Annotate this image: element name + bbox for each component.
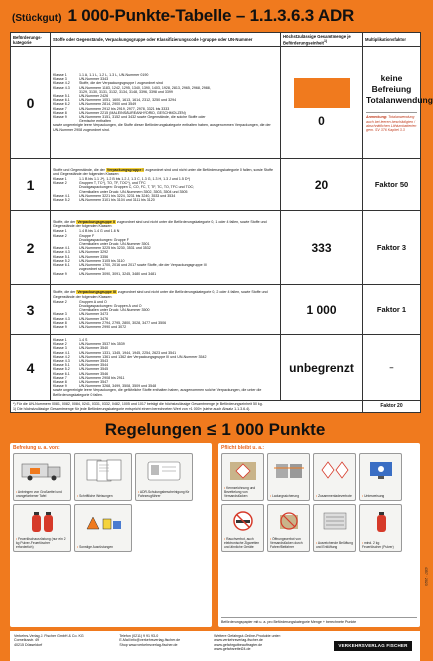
table-row <box>11 285 421 335</box>
training-icon <box>364 458 398 482</box>
substance-line: Klasse 1 1.4 S <box>53 337 88 342</box>
substances-cell <box>51 211 281 285</box>
max-quantity-cell: 0 <box>281 47 363 159</box>
exemption-tile: • ADR-Schulungsbescheinigung für Fahrzeugführer <box>135 453 193 501</box>
substance-line: 3129, 3130, 3131, 3132, 3134, 3148, 3396, 3398 und 3399 <box>79 89 173 94</box>
substance-line: Klasse 5.1 UN-Nummer 2426 <box>53 93 109 98</box>
substance-line: Klasse 4.3 UN-Nummer 3476 <box>53 316 109 321</box>
substance-line: Klasse 5.1 UN-Nummer 3356 <box>53 254 109 259</box>
substances-cell <box>51 285 281 335</box>
col-header-factor: Multiplikationsfaktor <box>363 33 421 47</box>
substance-line: Druckgaspackungen: Gruppen A und O <box>79 304 142 309</box>
substance-line: Klasse 8 UN-Nummer 2215 (MALEINSÄUREANHYDRID, GESCHMOLZEN) <box>53 110 186 115</box>
row-intro: Stoffe, die der Verpackungsgruppe II zugeordnet sind und nicht unter die Beförderungskategorie 0, 1 oder 4 fallen, sowie Stoffe und Gegenstände der folgenden Klassen: <box>53 220 267 229</box>
substance-line: Klasse 4.1 UN-Nummern 3225 bis 3230, 3531 und 3532 <box>53 246 151 251</box>
factor-cell: – <box>363 335 421 401</box>
max-quantity-cell: 20 <box>281 159 363 211</box>
substance-line: Chemikalien unter Druck: UN-Nummern 3502, 3503, 3504 und 3505 <box>79 189 188 194</box>
rules-panels <box>10 443 420 627</box>
footer <box>10 631 420 661</box>
substance-line: Klasse 4.2 UN-Nummern 1361 und 1362 der Verpackungsgruppe III und UN-Nummer 3542 <box>53 354 207 359</box>
substance-line: Klasse 4.3 UN-Nummer 3543 <box>53 358 109 363</box>
substance-line: Klasse 3 UN-Nummer 3473 <box>53 312 109 317</box>
category-cell: 1 <box>11 159 51 211</box>
substance-line: Klasse 1 1.1 B bis 1.1 J*), 1.2 B bis 1.2 J, 1.3 C, 1.3 G, 1.3 H, 1.3 J und 1.5 D*) <box>53 176 191 181</box>
publisher-contact: Telefon (0211) 9 91 93-0 E-Mail info@verkehrsverlag-fischer.de Shop www.verkehrsverlag-fischer.de <box>119 633 181 647</box>
substance-line: Chemikalien unter Druck: UN-Nummer 3501 <box>79 242 150 247</box>
packing-group-highlight: Verpackungsgruppe I <box>106 167 144 172</box>
packing-group-highlight: Verpackungsgruppe II <box>77 220 115 225</box>
substance-line: Klasse 4.1 UN-Nummern 3221 bis 3224, 3231 bis 3240, 3533 und 3534 <box>53 193 176 198</box>
obligations-title: Pflicht bleibt u. a.: <box>221 444 265 451</box>
substance-line: Klasse 2 Gruppen T, TC*), TO, TF, TOC*), und TFC <box>53 181 146 186</box>
substance-line: Klasse 4.1 UN-Nummern 1331, 1345, 1944, 1945, 2254, 2623 und 3541 <box>53 350 177 355</box>
substance-line: Klasse 8 UN-Nummer 3547 <box>53 380 109 384</box>
category-cell: 4 <box>11 335 51 401</box>
substance-line: Klasse 5.2 UN-Nummern 3105 bis 3110 <box>53 258 125 263</box>
substance-line: Klasse 4.2 Stoffe, die der Verpackungsgruppe I zugeordnet sind <box>53 81 163 86</box>
col-header-max-quantity: Höchstzulässige Gesamtmenge je Beförderungseinheit$^{1)}$ <box>281 33 363 47</box>
packing-group-highlight: Verpackungsgruppe III <box>77 290 116 295</box>
max-quantity-cell: unbegrenzt <box>281 335 363 401</box>
substance-line: Klasse 9 UN-Nummern 2990 und 3072 <box>53 325 127 330</box>
obligation-tile: • Öffnungsverbot von Versandstücken durch Fahrer/Beifahrer <box>267 504 310 552</box>
substance-line: Gemische enthalten <box>79 119 111 124</box>
truck-icon <box>20 458 64 482</box>
factor-cell: Faktor 50 <box>363 159 421 211</box>
factor-text: keine Befreiung Totalanwendung <box>366 73 433 106</box>
table-row <box>11 47 421 159</box>
category-cell: 2 <box>11 211 51 285</box>
obligation-tile: • Zusammenladeverbote <box>313 453 356 501</box>
factor-cell: Faktor 1 <box>363 285 421 335</box>
substance-line: Klasse 1 1.4 B bis 1.4 G und 1.6 N <box>53 229 120 234</box>
exemption-tile: • Schriftliche Weisungen <box>74 453 132 501</box>
table-row <box>11 159 421 211</box>
ventilation-icon <box>318 509 352 533</box>
row-outro: sowie ungereinigte leere Verpackungen, die Stoffe dieser Beförderungskategorie enthalten haben, ausgenommen Verpackungen, die der UN-Nummer 2908 zugeordnet sind. <box>53 123 271 132</box>
substance-line: Klasse 9 UN-Nummern 3151, 3152 und 3432 sowie Gegenstände, die solche Stoffe oder <box>53 115 206 119</box>
obligation-tile: • mind. 2 kg Feuerlöscher (Pulver) <box>359 504 402 552</box>
rules-heading-left: Regelungen <box>104 419 202 439</box>
transport-document-note: Beförderungspapier mit u. a. pro Beförderungskategorie Menge + berechnete Punkte <box>221 617 417 624</box>
hazard-label-icon <box>226 458 260 482</box>
factor-cell <box>363 47 433 159</box>
load-securing-icon <box>272 458 306 482</box>
substance-line: Klasse 2 UN-Nummern 3537 bis 3539 <box>53 342 125 347</box>
row-intro: Stoffe, die der Verpackungsgruppe III zugeordnet sind und nicht unter die Beförderungskategorie 0, 2 oder 4 fallen, sowie Stoffe und Gegenstände der folgenden Klassen: <box>53 290 268 299</box>
no-opening-icon <box>272 509 306 533</box>
row-outro: sowie ungereinigte leere Verpackungen, die gefährliche Stoffe enthalten haben, ausgenommen solche Verpackungen, die unter die Beförderungskategorie 0 fallen. <box>53 388 262 397</box>
footnote-row <box>11 401 421 412</box>
category-cell: 0 <box>11 47 51 159</box>
less-equal-symbol: ≤ <box>207 419 217 439</box>
page-title: 1 000-Punkte-Tabelle – 1.1.3.6.3 ADR <box>67 6 355 25</box>
publisher-logo: VERKEHRSVERLAG FISCHER <box>330 634 416 658</box>
table-row <box>11 335 421 401</box>
substance-line: Druckgaspackungen: Gruppen C, CO, FC, T, TF, TC, TO, TFC und TOC; <box>79 185 195 190</box>
obligation-tile: • Ausreichende Belüftung und Entlüftung <box>313 504 356 552</box>
fire-extinguisher-icon <box>364 509 398 533</box>
obligation-tile: • Unterweisung <box>359 453 402 501</box>
poster <box>10 6 433 652</box>
substance-line: Klasse 9 UN-Nummern 3268, 3499, 3508, 3509 und 3548 <box>53 384 157 389</box>
substance-line: Druckgaspackungen: Gruppe F <box>79 237 129 242</box>
col-header-substances: Stoffe oder Gegenstände, Verpackungsgruppe oder Klassifizierungscode /-gruppe oder UN-Nummer <box>51 33 281 47</box>
footnote-factor: Faktor 20 <box>363 401 421 412</box>
footnote: 1) Die höchstzulässige Gesamtmenge für jede Beförderungskategorie entspricht einem berechneten Wert von »1 000« (siehe auch Absatz 1.1.3.6.4). <box>13 406 251 411</box>
substance-line: Klasse 1 1.1 A, 1.1 L, 1.2 L, 1.3 L, UN-Nummer 0190 <box>53 72 149 77</box>
category-cell: 3 <box>11 285 51 335</box>
substance-line: Klasse 5.2 UN-Nummer 3545 <box>53 367 109 372</box>
substance-line: Klasse 3 UN-Nummer 3540 <box>53 346 109 351</box>
table-header-row <box>11 33 421 47</box>
substance-line: Klasse 6.1 UN-Nummern 1051, 1600, 1613, 1614, 2312, 3250 und 3294 <box>53 98 177 103</box>
substances-cell <box>51 47 281 159</box>
fire-extinguisher-icon <box>20 509 64 533</box>
substance-line: Klasse 7 UN-Nummern 2912 bis 2919, 2977, 2978, 3321 bis 3333 <box>53 106 170 111</box>
substance-line: Klasse 3 UN-Nummer 3343 <box>53 77 109 82</box>
substances-cell <box>51 159 281 211</box>
substance-line: Klasse 8 UN-Nummern 2794, 2795, 2800, 3028, 3477 und 3506 <box>53 320 167 325</box>
table-row <box>11 211 421 285</box>
segregation-icon <box>318 458 352 482</box>
publisher-address: Verkehrs-Verlag J. Fischer GmbH & Co. KG Corneliusstr. 49 40215 Düsseldorf <box>14 633 84 647</box>
id-card-icon <box>142 458 186 482</box>
points-table <box>10 32 433 413</box>
substance-line: Klasse 9 UN-Nummern 3090, 3091, 3245, 3480 und 3481 <box>53 271 157 276</box>
document-icon <box>81 458 125 482</box>
substance-line: Chemikalien unter Druck: UN-Nummer 3500 <box>79 308 150 313</box>
orange-plate-icon <box>294 78 350 108</box>
equipment-icon <box>81 509 125 533</box>
online-products: Weitere Gefahrgut-Online-Produkte unter: www.verkehrsverlag-fischer.de www.gefahrgutbeauftragter.de www.gefahrzettel24.de <box>214 633 281 652</box>
no-smoking-icon <box>226 509 260 533</box>
max-quantity-cell: 333 <box>281 211 363 285</box>
substance-line: Klasse 5.1 UN-Nummer 3544 <box>53 363 109 368</box>
max-quantity-cell: 1 000 <box>281 285 363 335</box>
substance-line: Klasse 7 UN-Nummern 2908 bis 2911 <box>53 375 125 380</box>
rules-heading-right: 1 000 Punkte <box>221 419 326 439</box>
footnote: *) Für die UN-Nummern 0081, 0082, 0084, 0241, 0331, 0332, 0482, 1005 und 1017 beträgt die höchstzulässige Gesamtmenge je Beförderungseinheit 50 kg. <box>13 402 263 407</box>
exemption-tile: • Feuerlöschausrüstung (nur ein 2 kg Pulver-Feuerlöscher erforderlich) <box>13 504 71 552</box>
col-header-category: Beförderungs-kategorie <box>11 33 51 47</box>
obligation-tile: • Kennzeichnung und Bezettelung von Versandstücken <box>221 453 264 501</box>
obligations-panel <box>218 443 420 627</box>
substance-line: Klasse 6.2 UN-Nummern 2814, 2900 und 3549 <box>53 102 137 107</box>
substances-cell <box>51 335 281 401</box>
exemption-tile: • Anbringen von Großzettel und orangefarbener Tafel <box>13 453 71 501</box>
rules-heading <box>10 417 420 443</box>
row-intro: Stoffe und Gegenstände, die der Verpackungsgruppe I zugeordnet sind und nicht unter die Beförderungskategorie 0 fallen, sowie Stoffe und Gegenstände der folgenden Klassen: <box>53 167 274 176</box>
obligation-tile: • Rauchverbot, auch elektronische Zigaretten und ähnliche Geräte <box>221 504 264 552</box>
product-code: 4357 · 2023 <box>424 567 428 586</box>
substance-line: Klasse 4.3 UN-Nummern 1183, 1242, 1295, 1340, 1390, 1403, 1928, 2813, 2965, 2968, 2988, <box>53 85 211 90</box>
obligation-tile: • Ladungssicherung <box>267 453 310 501</box>
substance-line: Klasse 2 Gruppen A und O <box>53 299 107 304</box>
exemptions-panel <box>10 443 212 627</box>
substance-line: Klasse 2 Gruppe F <box>53 233 95 238</box>
substance-line: Klasse 5.2 UN-Nummern 3101 bis 3104 und 3111 bis 3120 <box>53 198 155 202</box>
factor-cell: Faktor 3 <box>363 211 421 285</box>
footnotes <box>11 401 363 412</box>
substance-line: zugeordnet sind <box>79 267 105 272</box>
substance-line: Klasse 6.1 UN-Nummer 3546 <box>53 371 109 376</box>
exemption-tile: • Sonstige Ausrüstungen <box>74 504 132 552</box>
header-subtitle: (Stückgut) <box>12 13 62 24</box>
exemptions-title: Befreiung u. a. von: <box>13 444 60 451</box>
factor-note: Anmerkung: Totalanwendung auch bei leeren beschädigten / abschnittlichen Lithiumbatterien gem. SV 376 Kapitel 3.3 <box>366 112 417 132</box>
header <box>10 6 420 32</box>
substance-line: Klasse 6.1 UN-Nummern 1700, 2016 und 2017 sowie Stoffe, die der Verpackungsgruppe III <box>53 263 207 268</box>
substance-line: Klasse 4.3 UN-Nummer 3292 <box>53 250 109 255</box>
